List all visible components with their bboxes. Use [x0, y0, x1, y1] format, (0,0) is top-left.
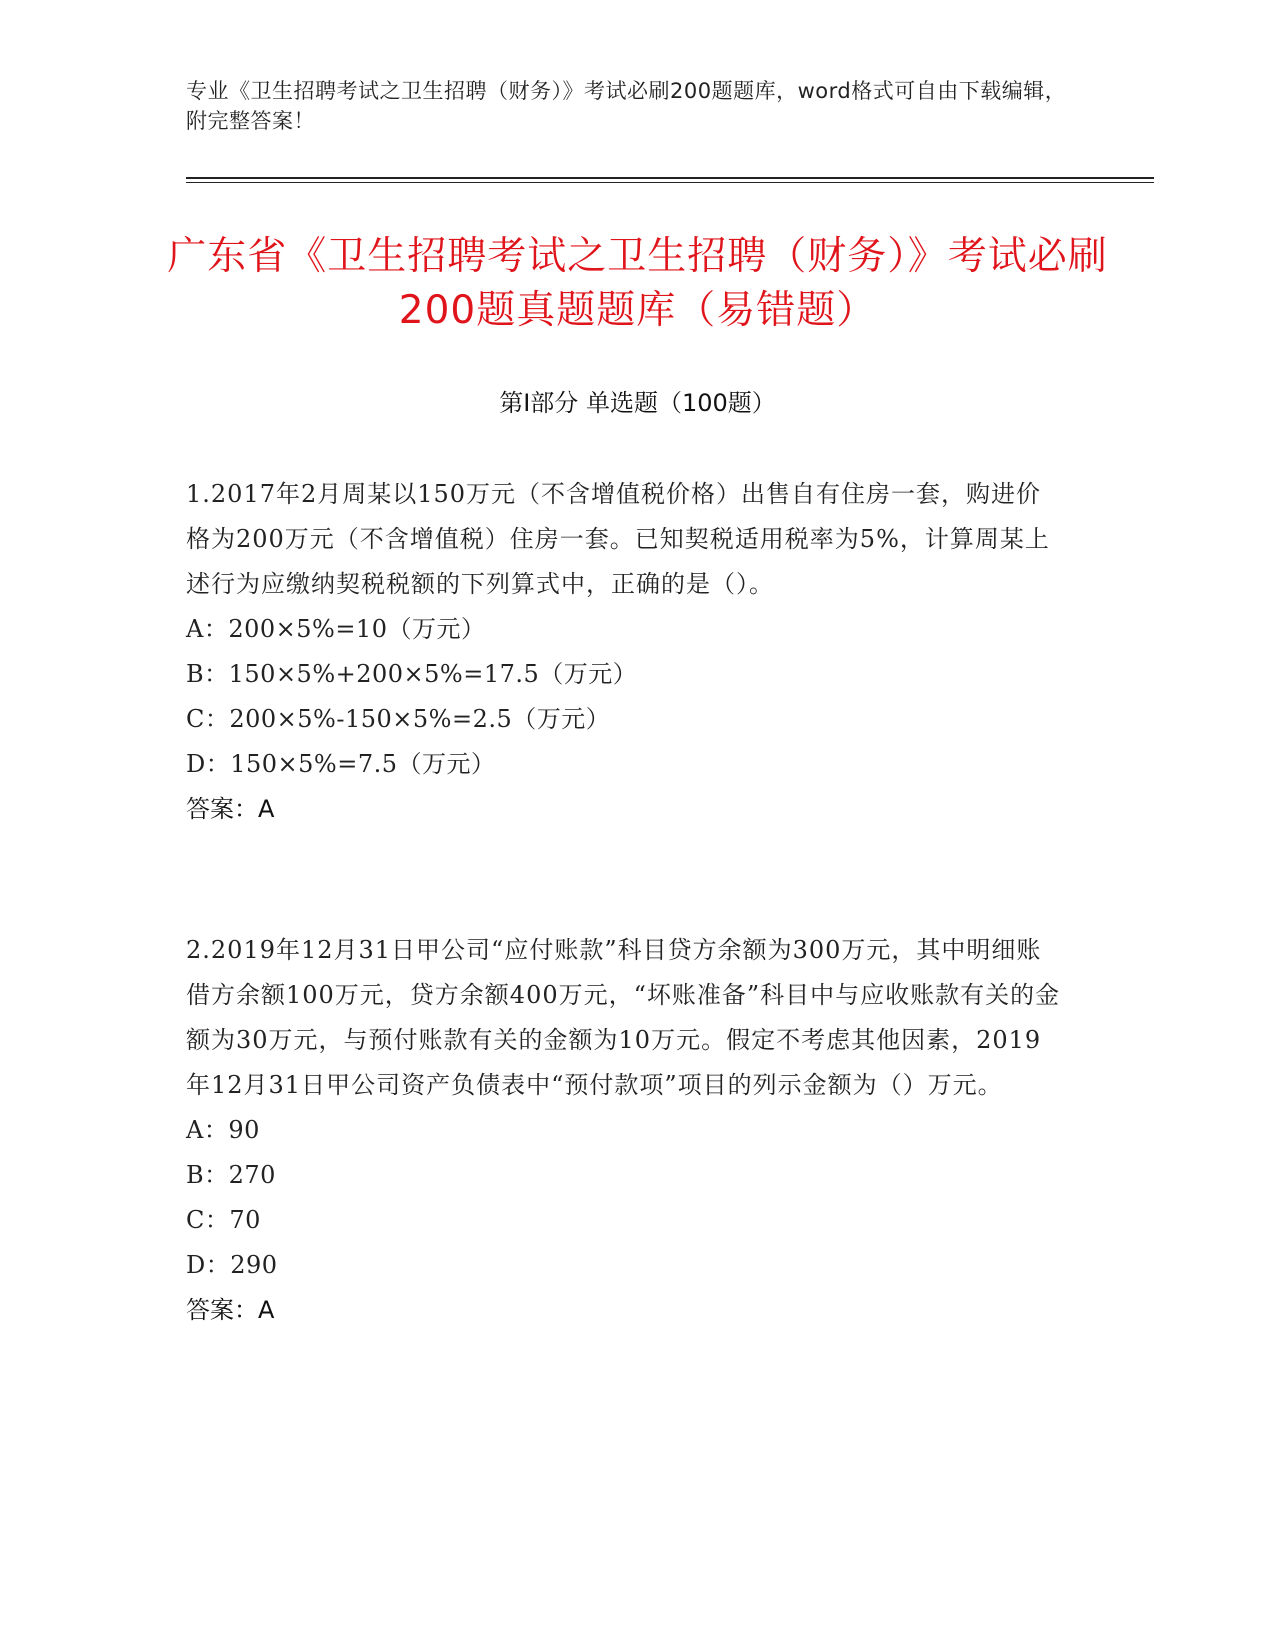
option-a: A：90 [186, 1116, 260, 1144]
document-title: 广东省《卫生招聘考试之卫生招聘（财务）》考试必刷200题真题题库（易错题） [167, 234, 1108, 333]
option-d: D：150×5%=7.5（万元） [186, 750, 496, 778]
section-heading: 第I部分 单选题（100题） [499, 389, 776, 417]
option-d: D：290 [186, 1251, 278, 1279]
question-1 [186, 472, 1066, 832]
question-stem: 1.2017年2月周某以150万元（不含增值税价格）出售自有住房一套，购进价格为200万元（不含增值税）住房一套。已知契税适用税率为5%，计算周某上述行为应缴纳契税税额的下列算式中，正确的是（）。 [186, 480, 1050, 598]
option-c: C：200×5%-150×5%=2.5（万元） [186, 705, 611, 733]
answer: 答案：A [186, 1296, 275, 1324]
header-divider-thin [186, 182, 1154, 183]
option-b: B：270 [186, 1161, 276, 1189]
option-b: B：150×5%+200×5%=17.5（万元） [186, 660, 638, 688]
option-a: A：200×5%=10（万元） [186, 615, 486, 643]
question-stem: 2.2019年12月31日甲公司“应付账款”科目贷方余额为300万元，其中明细账借方余额100万元，贷方余额400万元，“坏账准备”科目中与应收账款有关的金额为30万元，与预付账款有关的金额为10万元。假定不考虑其他因素，2019年12月31日甲公司资产负债表中“预付款项”项目的列示金额为（）万元。 [186, 936, 1061, 1099]
question-2 [186, 928, 1066, 1333]
header-note: 专业《卫生招聘考试之卫生招聘（财务）》考试必刷200题题库，word格式可自由下载编辑，附完整答案！ [186, 79, 1067, 133]
header-divider-thick [186, 177, 1154, 179]
answer: 答案：A [186, 795, 275, 823]
option-c: C：70 [186, 1206, 261, 1234]
